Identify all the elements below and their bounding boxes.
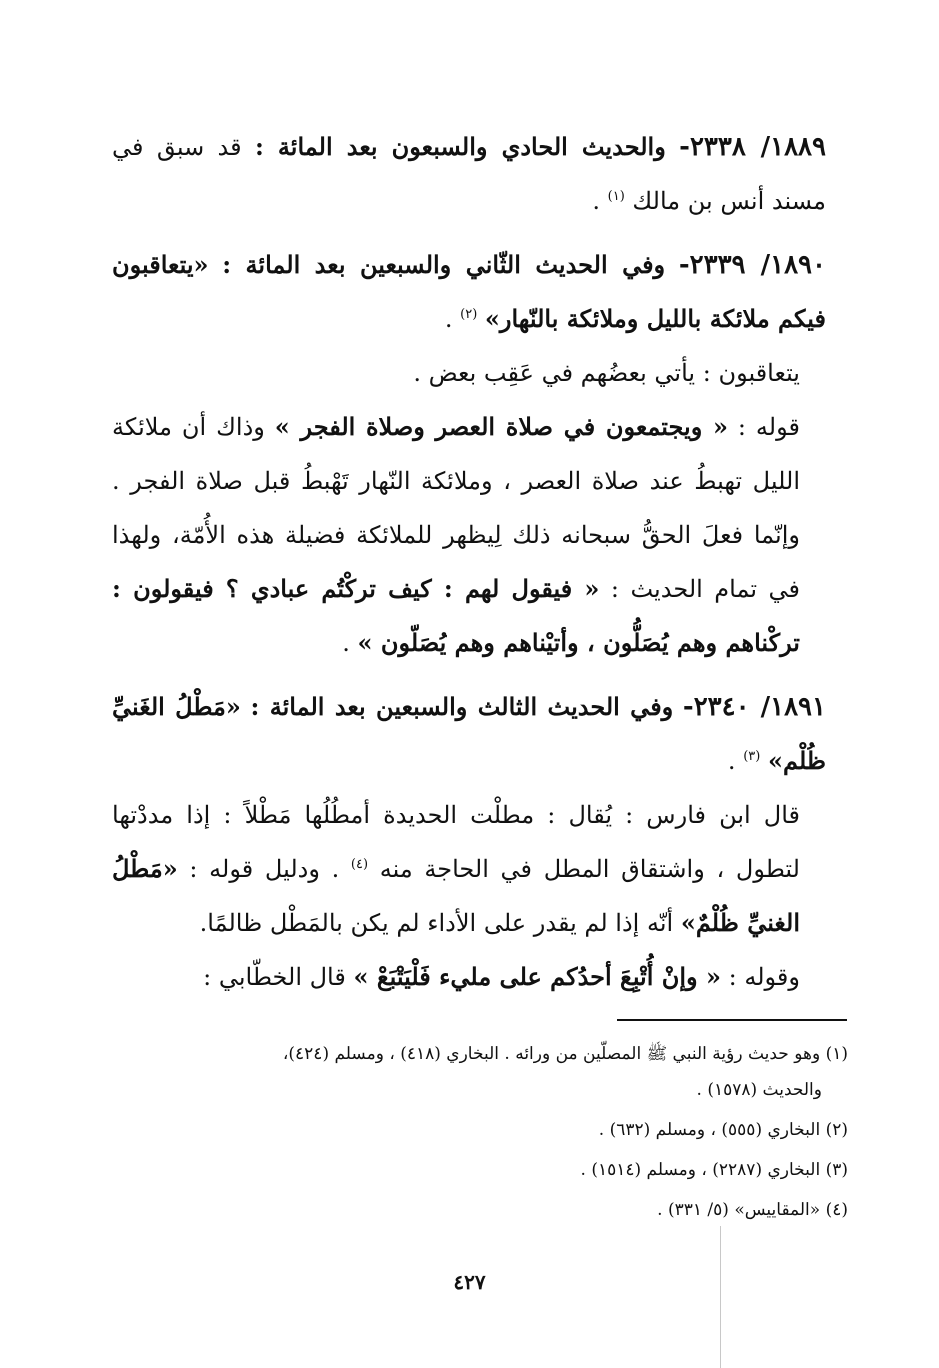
footnote-ref: (١) xyxy=(607,189,625,204)
hadith-1891: ١٨٩١/ ٢٣٤٠- وفي الحديث الثالث والسبعين بعد المائة : «مَطْلُ الغَنيِّ ظُلْم» $^{(٣)}$ . xyxy=(112,692,826,775)
hadith-1890: ١٨٩٠/ ٢٣٣٩- وفي الحديث الثّاني والسبعين بعد المائة : «يتعاقبون فيكم ملائكة بالليل وملائكة بالنّهار» $^{(٢)}$ . xyxy=(112,250,826,333)
footnote-ref: (٤) xyxy=(350,857,369,872)
footnote: (٢) البخاري (٥٥٥) ، ومسلم (٦٣٢) . xyxy=(598,1120,848,1140)
hadith-quote: «مَطْلُ الغَنيِّ ظُلْم» xyxy=(112,692,826,775)
hadith-number: ١٨٩١/ ٢٣٤٠- xyxy=(682,692,826,722)
closing-quote: « فيقول لهم : كيف تركْتُم عبادي ؟ فيقولون : تركْناهم وهم يُصَلُّون ، وأتيْناهم وهم يُصَلّون » xyxy=(112,574,800,657)
footnote: (١) وهو حديث رؤية النبي ﷺ المصلّين من ورائه . البخاري (٤١٨) ، ومسلم (٤٢٤)، والحديث (١٥٧٨) . xyxy=(282,1044,848,1100)
hadith-number: ١٨٨٩/ ٢٣٣٨- xyxy=(679,132,826,162)
main-text xyxy=(112,120,826,1004)
footnotes xyxy=(112,1036,848,1232)
footnote: (٤) «المقاييس» (٥/ ٣٣١) . xyxy=(657,1200,848,1220)
dalil-quote: «مَطْلُ الغنيِّ ظُلْمٌ» xyxy=(112,854,800,937)
ibn-faris-commentary: قال ابن فارس : يُقال : مطلْت الحديدة أمطُلُها مَطْلاً : إذا مددْتها لتطول ، واشتقاق المطل في الحاجة منه $^{(٤)}$ . ودليل قوله : «مَطْلُ الغنيِّ ظُلْمٌ» أنّه إذا لم يقدر على الأداء لم يكن بالمَطْل ظالمًا. xyxy=(112,801,800,937)
hadith-1889: ١٨٨٩/ ٢٣٣٨- والحديث الحادي والسبعون بعد المائة : قد سبق في مسند أنس بن مالك $^{(١)}$ . xyxy=(112,132,826,215)
hadith-title: وفي الحديث الثّاني والسبعين بعد المائة : xyxy=(222,250,666,279)
page-number: ٤٢٧ xyxy=(453,1270,486,1294)
footnote: (٣) البخاري (٢٢٨٧) ، ومسلم (١٥١٤) . xyxy=(580,1160,848,1180)
hadith-number: ١٨٩٠/ ٢٣٣٩- xyxy=(678,250,826,280)
last-commentary: وقوله : « وإنْ أُتْبِعَ أحدُكم على مليء فَلْيَتْبَعْ » قال الخطّابي : xyxy=(203,962,800,991)
footnote-ref: (٢) xyxy=(460,307,478,322)
hadith-quote: «يتعاقبون فيكم ملائكة بالليل وملائكة بالنّهار» xyxy=(112,250,826,333)
hadith-title: وفي الحديث الثالث والسبعين بعد المائة : xyxy=(250,692,674,721)
hadith-text: قد سبق في مسند أنس بن مالك xyxy=(112,133,826,215)
hadith-title: والحديث الحادي والسبعون بعد المائة : xyxy=(254,132,666,161)
scan-artifact-line xyxy=(720,1226,721,1368)
last-quote: « وإنْ أُتْبِعَ أحدُكم على مليء فَلْيَتْبَعْ » xyxy=(353,962,721,991)
commentary: قوله : « ويجتمعون في صلاة العصر وصلاة الفجر » وذاك أن ملائكة الليل تهبطُ عند صلاة العصر ، وملائكة النّهار تَهْبطُ قبل صلاة الفجر . وإنّما فعلَ الحقُّ سبحانه ذلك لِيظهر للملائكة فضيلة هذه الأُمّة، ولهذا في تمام الحديث : « فيقول لهم : كيف تركْتُم عبادي ؟ فيقولون : تركْناهم وهم يُصَلُّون ، وأتيْناهم وهم يُصَلّون » . xyxy=(112,412,800,657)
commentary-quote: « ويجتمعون في صلاة العصر وصلاة الفجر » xyxy=(274,412,728,441)
footnote-ref: (٣) xyxy=(743,749,761,764)
footnote-divider xyxy=(617,1019,847,1021)
explanation: يتعاقبون : يأتي بعضُهم في عَقِب بعض . xyxy=(413,359,800,387)
